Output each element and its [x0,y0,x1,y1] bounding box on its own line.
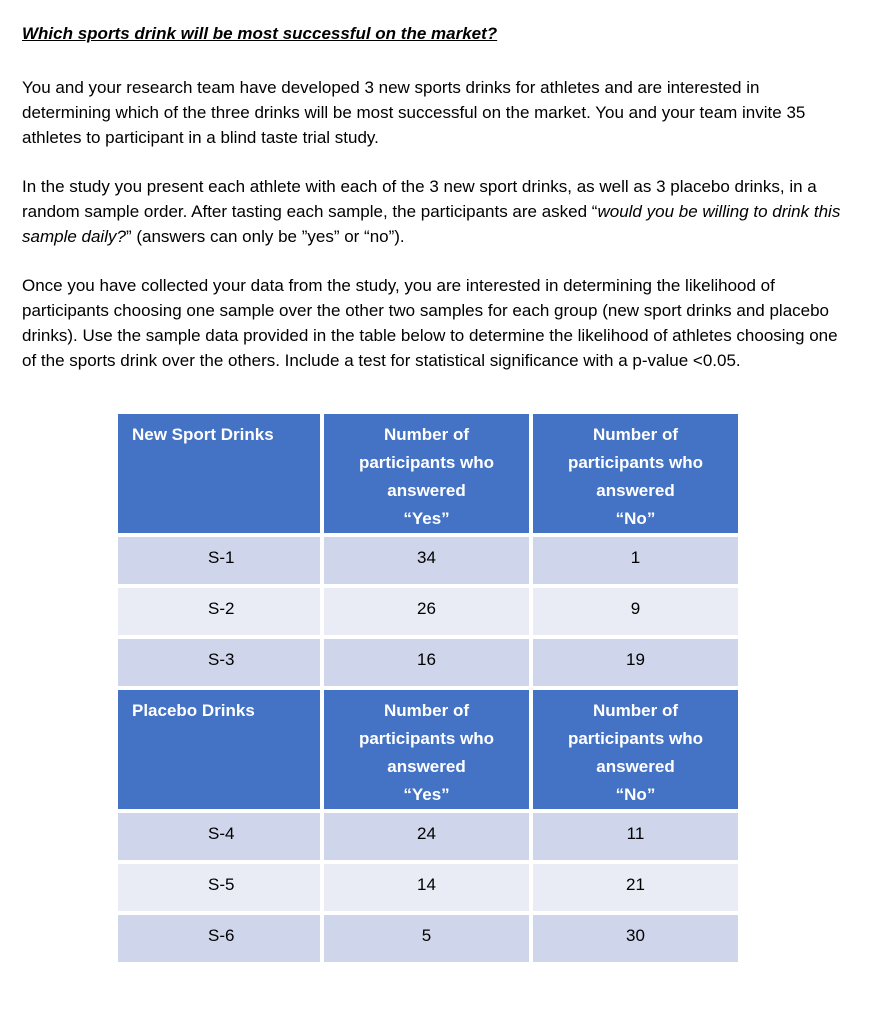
sample-name: S-4 [118,813,320,860]
header-line: “Yes” [403,785,450,804]
no-count: 9 [533,588,738,635]
table-row [118,915,738,962]
intro-paragraph: You and your research team have developed 3 new sports drinks for athletes and are interested in determining which of the three drinks will be most successful on the market. You and your team invite 35 athletes to participant in a blind taste trial study. [22,78,806,147]
table-row [118,639,738,686]
sample-name: S-6 [118,915,320,962]
no-column-header [533,690,738,809]
study-text-before: In the study you present each athlete with each of the 3 new sport drinks, as well as 3 placebo drinks, in a random sample order. After tasting each sample, the participants are asked “ [22,177,817,221]
no-column-header [533,414,738,533]
header-line: “Yes” [403,509,450,528]
group-label: Placebo Drinks [118,690,320,809]
yes-count: 16 [324,639,529,686]
yes-column-header [324,414,529,533]
yes-count: 26 [324,588,529,635]
study-text-after: ” (answers can only be ”yes” or “no”). [125,227,405,246]
header-line: Number of [593,701,678,720]
sample-name: S-2 [118,588,320,635]
no-count: 19 [533,639,738,686]
header-line: answered [596,757,675,776]
yes-count: 14 [324,864,529,911]
no-count: 30 [533,915,738,962]
study-paragraph [22,174,842,249]
header-line: answered [596,481,675,500]
yes-count: 5 [324,915,529,962]
no-count: 11 [533,813,738,860]
yes-count: 34 [324,537,529,584]
header-line: participants who [358,729,495,748]
sample-name: S-5 [118,864,320,911]
sample-name: S-1 [118,537,320,584]
header-line: participants who [358,453,495,472]
no-count: 1 [533,537,738,584]
table-header-placebo-drinks [118,690,738,809]
header-line: “No” [615,509,656,528]
results-table [114,410,742,966]
header-line: participants who [567,729,704,748]
yes-column-header [324,690,529,809]
survey-question: would you be willing to drink this sample daily? [22,202,841,246]
header-line: Number of [384,425,469,444]
header-line: Number of [384,701,469,720]
header-line: “No” [615,785,656,804]
header-line: participants who [567,453,704,472]
table-header-new-drinks [118,414,738,533]
yes-count: 24 [324,813,529,860]
task-paragraph: Once you have collected your data from the study, you are interested in determining the likelihood of participants choosing one sample over the other two samples for each group (new sport drinks and placebo drinks). Use the sample data provided in the table below to determine the likelihood of athletes choosing one of the sports drink over the others. Include a test for statistical significance with a p-value <0.05. [22,276,838,370]
table-row [118,864,738,911]
group-label: New Sport Drinks [118,414,320,533]
table-row [118,537,738,584]
sample-name: S-3 [118,639,320,686]
table-row [118,813,738,860]
header-line: Number of [593,425,678,444]
header-line: answered [387,481,466,500]
no-count: 21 [533,864,738,911]
page-title: Which sports drink will be most successful on the market? [22,24,498,43]
document-body [22,22,842,397]
table-row [118,588,738,635]
header-line: answered [387,757,466,776]
